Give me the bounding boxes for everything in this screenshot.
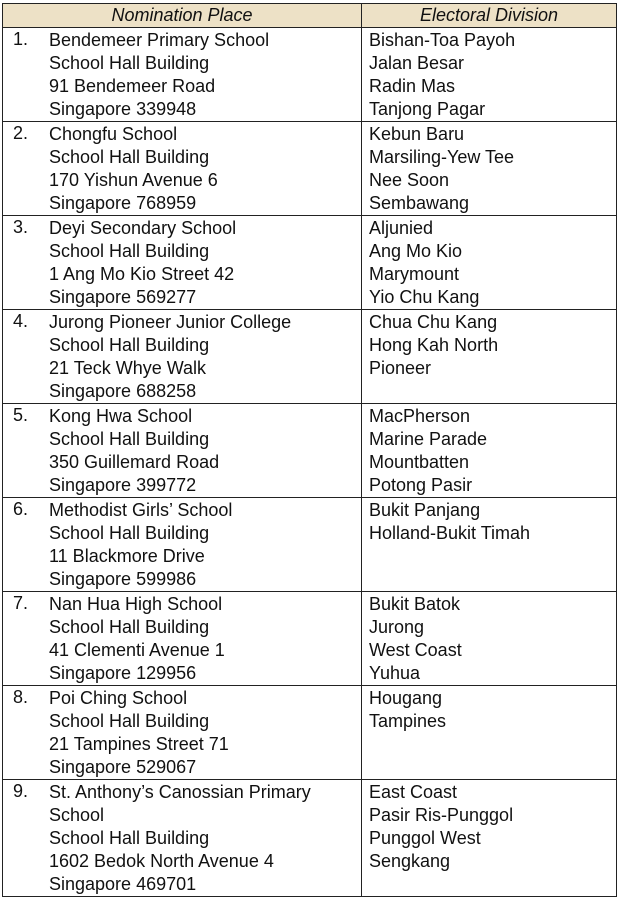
- division-name: Jalan Besar: [369, 53, 465, 73]
- electoral-division-cell: [362, 498, 617, 592]
- venue-detail-line: 350 Guillemard Road: [49, 452, 220, 472]
- nomination-place-cell: [3, 122, 362, 216]
- division-name: Radin Mas: [369, 76, 456, 96]
- venue-detail-line: 21 Teck Whye Walk: [49, 358, 207, 378]
- nomination-place-cell: [3, 686, 362, 780]
- venue-detail-line: School Hall Building: [49, 523, 210, 543]
- venue-detail-line: Singapore 129956: [49, 663, 197, 683]
- table-row: [3, 310, 617, 404]
- division-name: Pasir Ris-Punggol: [369, 805, 514, 825]
- table-row: [3, 592, 617, 686]
- venue-name: Methodist Girls’ School: [49, 500, 233, 520]
- table-body: [3, 28, 617, 897]
- table-row: [3, 780, 617, 897]
- venue-detail-line: School Hall Building: [49, 711, 210, 731]
- venue-detail-line: School: [49, 805, 105, 825]
- division-name: Bukit Panjang: [369, 500, 481, 520]
- venue-detail-line: School Hall Building: [49, 828, 210, 848]
- venue-name: Nan Hua High School: [49, 594, 223, 614]
- division-name: Hong Kah North: [369, 335, 499, 355]
- row-number: 7.: [13, 593, 29, 613]
- division-name: Sembawang: [369, 193, 470, 213]
- nomination-place-cell: [3, 592, 362, 686]
- venue-name: Jurong Pioneer Junior College: [49, 312, 292, 332]
- division-name: Marsiling-Yew Tee: [369, 147, 515, 167]
- division-name: Marine Parade: [369, 429, 488, 449]
- venue-detail-line: 1 Ang Mo Kio Street 42: [49, 264, 235, 284]
- division-name: Yuhua: [369, 663, 421, 683]
- venue-detail-line: Singapore 768959: [49, 193, 197, 213]
- venue-detail-line: School Hall Building: [49, 617, 210, 637]
- venue-detail-line: School Hall Building: [49, 335, 210, 355]
- table-row: [3, 28, 617, 122]
- row-number: 1.: [13, 29, 29, 49]
- venue-detail-line: Singapore 339948: [49, 99, 197, 119]
- division-name: Aljunied: [369, 218, 434, 238]
- table-row: [3, 404, 617, 498]
- venue-name: Bendemeer Primary School: [49, 30, 270, 50]
- row-number: 8.: [13, 687, 29, 707]
- division-name: Sengkang: [369, 851, 451, 871]
- venue-name: Chongfu School: [49, 124, 178, 144]
- division-name: Yio Chu Kang: [369, 287, 480, 307]
- division-name: Chua Chu Kang: [369, 312, 498, 332]
- division-name: MacPherson: [369, 406, 471, 426]
- division-name: Ang Mo Kio: [369, 241, 463, 261]
- electoral-division-cell: [362, 404, 617, 498]
- division-name: Jurong: [369, 617, 425, 637]
- division-name: West Coast: [369, 640, 462, 660]
- venue-detail-line: 41 Clementi Avenue 1: [49, 640, 225, 660]
- division-name: Hougang: [369, 688, 443, 708]
- row-number: 9.: [13, 781, 29, 801]
- row-number: 2.: [13, 123, 29, 143]
- venue-detail-line: Singapore 529067: [49, 757, 197, 777]
- venue-name: Kong Hwa School: [49, 406, 193, 426]
- header-nomination-place: Nomination Place: [3, 4, 362, 28]
- venue-detail-line: 91 Bendemeer Road: [49, 76, 216, 96]
- table-row: [3, 498, 617, 592]
- table-row: [3, 122, 617, 216]
- division-name: Tanjong Pagar: [369, 99, 486, 119]
- venue-detail-line: Singapore 469701: [49, 874, 197, 894]
- electoral-division-cell: [362, 310, 617, 404]
- venue-detail-line: Singapore 399772: [49, 475, 197, 495]
- header-row: [3, 4, 617, 28]
- venue-detail-line: 21 Tampines Street 71: [49, 734, 229, 754]
- row-number: 5.: [13, 405, 29, 425]
- nomination-table: [2, 3, 617, 897]
- row-number: 6.: [13, 499, 29, 519]
- electoral-division-cell: [362, 592, 617, 686]
- division-name: Nee Soon: [369, 170, 450, 190]
- venue-detail-line: School Hall Building: [49, 53, 210, 73]
- division-name: Punggol West: [369, 828, 481, 848]
- nomination-place-cell: [3, 310, 362, 404]
- division-name: Bukit Batok: [369, 594, 461, 614]
- division-name: Pioneer: [369, 358, 432, 378]
- venue-detail-line: Singapore 599986: [49, 569, 197, 589]
- venue-detail-line: 1602 Bedok North Avenue 4: [49, 851, 274, 871]
- venue-detail-line: School Hall Building: [49, 429, 210, 449]
- venue-detail-line: 170 Yishun Avenue 6: [49, 170, 218, 190]
- division-name: Bishan-Toa Payoh: [369, 30, 516, 50]
- table-row: [3, 216, 617, 310]
- division-name: Potong Pasir: [369, 475, 473, 495]
- electoral-division-cell: [362, 216, 617, 310]
- nomination-place-cell: [3, 28, 362, 122]
- row-number: 3.: [13, 217, 29, 237]
- electoral-division-cell: [362, 780, 617, 897]
- division-name: Kebun Baru: [369, 124, 465, 144]
- division-name: East Coast: [369, 782, 458, 802]
- division-name: Marymount: [369, 264, 460, 284]
- electoral-division-cell: [362, 28, 617, 122]
- venue-name: Deyi Secondary School: [49, 218, 237, 238]
- nomination-place-cell: [3, 404, 362, 498]
- venue-detail-line: 11 Blackmore Drive: [49, 546, 205, 566]
- table-row: [3, 686, 617, 780]
- nomination-place-cell: [3, 780, 362, 897]
- division-name: Mountbatten: [369, 452, 470, 472]
- division-name: Holland-Bukit Timah: [369, 523, 531, 543]
- nomination-place-cell: [3, 498, 362, 592]
- electoral-division-cell: [362, 122, 617, 216]
- header-electoral-division: Electoral Division: [362, 4, 617, 28]
- venue-detail-line: School Hall Building: [49, 147, 210, 167]
- nomination-place-cell: [3, 216, 362, 310]
- venue-name: Poi Ching School: [49, 688, 188, 708]
- division-name: Tampines: [369, 711, 447, 731]
- venue-detail-line: School Hall Building: [49, 241, 210, 261]
- venue-name: St. Anthony’s Canossian Primary: [49, 782, 311, 802]
- venue-detail-line: Singapore 569277: [49, 287, 197, 307]
- electoral-division-cell: [362, 686, 617, 780]
- row-number: 4.: [13, 311, 29, 331]
- venue-detail-line: Singapore 688258: [49, 381, 197, 401]
